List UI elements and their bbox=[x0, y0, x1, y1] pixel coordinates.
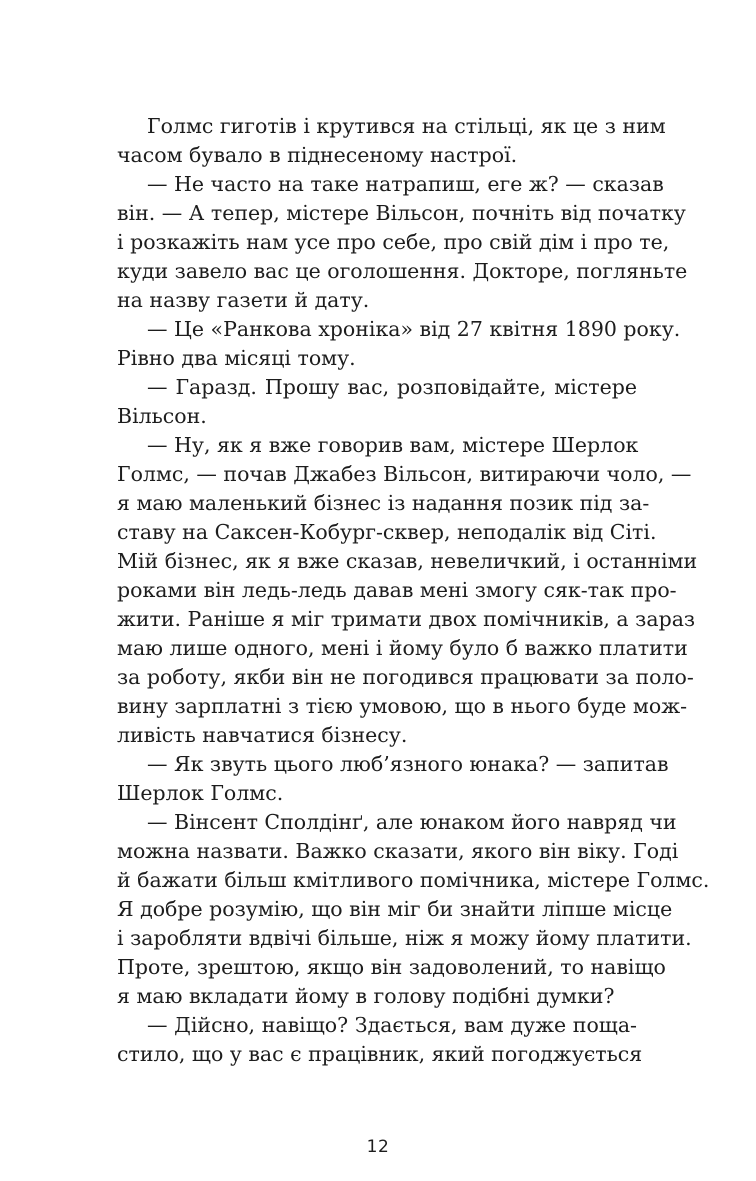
text-line: часом бувало в піднесеному настрої. bbox=[117, 143, 518, 167]
text-line: Проте, зрештою, якщо він задоволений, то навіщо bbox=[117, 955, 666, 979]
text-line: — Не часто на таке натрапиш, еге ж? — сказав bbox=[147, 172, 664, 196]
text-line: за роботу, якби він не погодився працювати за поло- bbox=[117, 665, 694, 689]
text-line: — Дійсно, навіщо? Здається, вам дуже поща- bbox=[147, 1013, 637, 1037]
text-line: Голмс, — почав Джабез Вільсон, витираючи чоло, — bbox=[117, 462, 692, 486]
text-line: стило, що у вас є працівник, який погоджується bbox=[117, 1042, 643, 1066]
text-line: Шерлок Голмс. bbox=[117, 781, 284, 805]
text-line: і заробляти вдвічі більше, ніж я можу йому платити. bbox=[117, 926, 692, 950]
text-line: Голмс гиготів і крутився на стільці, як це з ним bbox=[147, 114, 666, 138]
body-text bbox=[117, 112, 710, 1069]
text-line: роками він ледь-ледь давав мені змогу сяк-так про- bbox=[117, 578, 677, 602]
text-line: — Як звуть цього люб’язного юнака? — запитав bbox=[147, 752, 669, 776]
text-line: Рівно два місяці тому. bbox=[117, 346, 356, 370]
text-line: куди завело вас це оголошення. Докторе, погляньте bbox=[117, 259, 688, 283]
text-line: ставу на Саксен-Кобург-сквер, неподалік від Сіті. bbox=[117, 520, 657, 544]
text-line: я маю вкладати йому в голову подібні думки? bbox=[117, 984, 615, 1008]
text-line: на назву газети й дату. bbox=[117, 288, 370, 312]
text-line: можна назвати. Важко сказати, якого він віку. Годі bbox=[117, 839, 679, 863]
text-line: маю лише одного, мені і йому було б важко платити bbox=[117, 636, 688, 660]
text-line: ливість навчатися бізнесу. bbox=[117, 723, 408, 747]
text-line: й бажати більш кмітливого помічника, містере Голмс. bbox=[117, 868, 710, 892]
page-number: 12 bbox=[366, 1137, 390, 1157]
text-line: — Гаразд. Прошу вас, розповідайте, містере bbox=[147, 375, 637, 399]
text-line: — Ну, як я вже говорив вам, містере Шерлок bbox=[147, 433, 639, 457]
text-line: Вільсон. bbox=[117, 404, 207, 428]
text-line: — Це «Ранкова хроніка» від 27 квітня 1890 року. bbox=[147, 317, 681, 341]
text-line: жити. Раніше я міг тримати двох помічників, а зараз bbox=[117, 607, 696, 631]
text-line: Мій бізнес, як я вже сказав, невеличкий, і останніми bbox=[117, 549, 698, 573]
text-line: я маю маленький бізнес із надання позик під за- bbox=[117, 491, 650, 515]
text-line: і розкажіть нам усе про себе, про свій дім і про те, bbox=[117, 230, 670, 254]
text-line: — Вінсент Сполдінґ, але юнаком його навряд чи bbox=[147, 810, 677, 834]
text-line: він. — А тепер, містере Вільсон, почніть від початку bbox=[117, 201, 686, 225]
text-line: Я добре розумію, що він міг би знайти ліпше місце bbox=[117, 897, 673, 921]
text-line: вину зарплатні з тією умовою, що в нього буде мож- bbox=[117, 694, 687, 718]
